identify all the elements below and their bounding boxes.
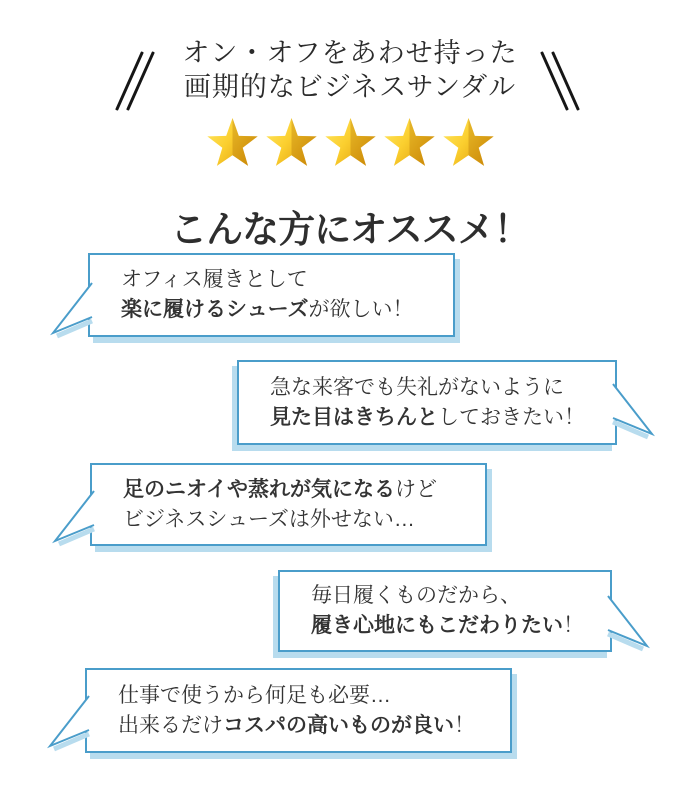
banner-title-line1: オン・オフをあわせ持った [182, 38, 518, 68]
banner-title-line2: 画期的なビジネスサンダル [183, 72, 517, 102]
bubble-line: ビジネスシューズは外せない… [123, 507, 415, 531]
speech-bubble-odor [90, 463, 487, 546]
star-icon [206, 118, 259, 169]
bubble-line: 急な来客でも失礼がないように [270, 375, 564, 399]
banner-title [0, 36, 700, 104]
star-icon [442, 118, 495, 169]
bubble-line: 仕事で使うから何足も必要… [118, 683, 391, 707]
page-title: こんな方にオススメ！ [170, 208, 530, 250]
speech-tail-icon [50, 281, 94, 339]
speech-tail-icon [606, 594, 650, 652]
bubble-line: 足のニオイや蒸れが気になるけど [123, 477, 437, 501]
star-icon [324, 118, 377, 169]
star-icon [265, 118, 318, 169]
bubble-line: 毎日履くものだから、 [311, 584, 521, 607]
speech-bubble-cost [85, 668, 512, 753]
speech-tail-icon [611, 382, 655, 440]
star-icon [383, 118, 436, 169]
bubble-line: 楽に履けるシューズが欲しい！ [121, 298, 414, 321]
speech-bubble-office [88, 253, 455, 337]
bubble-line: 見た目はきちんとしておきたい！ [270, 405, 585, 429]
speech-tail-icon [52, 489, 96, 547]
speech-bubble-comfort [278, 570, 612, 652]
speech-tail-icon [47, 694, 91, 752]
bubble-line: 出来るだけコスパの高いものが良い！ [118, 713, 475, 737]
speech-bubble-appearance [237, 360, 617, 445]
bubble-line: オフィス履きとして [121, 268, 308, 291]
bubble-line: 履き心地にもこだわりたい！ [311, 614, 584, 637]
star-rating [0, 118, 700, 169]
